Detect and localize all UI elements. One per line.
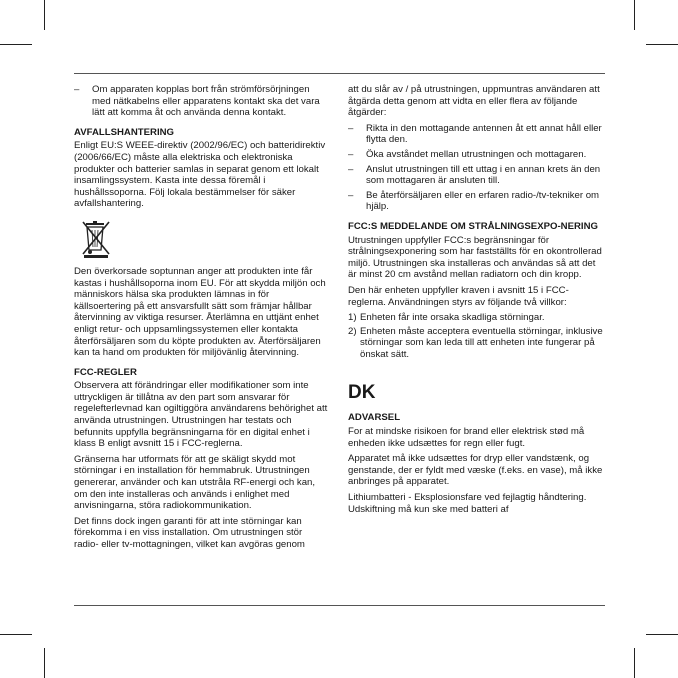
condition-item (348, 312, 605, 324)
condition-number: 1) (348, 312, 357, 324)
measure-item (348, 164, 605, 187)
condition-item (348, 326, 605, 361)
dash-bullet: – (348, 148, 354, 160)
dash-bullet: – (348, 163, 354, 175)
avfall-text: Enligt EU:S WEEE-direktiv (2002/96/EC) och batteridirektiv (2006/66/EC) måste alla elektriska och elektroniska produkter och batterier samlas in separat genom ett lokalt insamlingssystem. Kasta inte dessa föremål i hushållssoporna. Följ lokala bestämmelser för säker avfallshantering. (74, 140, 326, 210)
right-column (348, 84, 605, 519)
avfall-heading: AVFALLSHANTERING (74, 126, 175, 138)
left-column (74, 84, 328, 555)
crop-mark (44, 0, 45, 30)
language-heading: DK (348, 382, 376, 404)
warning-heading: ADVARSEL (348, 412, 401, 424)
measure-item (348, 190, 605, 213)
crop-mark (0, 44, 32, 45)
dk-paragraph-1: For at mindske risikoen for brand eller elektrisk stød må enheden ikke udsættes for regn eller fugt. (348, 426, 585, 449)
radiation-paragraph-2: Den här enheten uppfyller kraven i avsnitt 15 i FCC-reglerna. Användningen styrs av följande två villkor: (348, 284, 569, 308)
crop-mark (634, 648, 635, 678)
crop-mark (0, 634, 32, 635)
fcc-paragraph-1: Observera att förändringar eller modifikationer som inte uttryckligen är tillåtna av den part som ansvarar för regelefterlevnad kan ogiltiggöra användarens behörighet att använda utrustningen. Utrustningen har testats och befunnits uppfylla begränsningarna för en digital enhet i klass B enligt avsnitt 15 i FCC-reglerna. (74, 380, 328, 450)
crop-mark (646, 634, 678, 635)
measure-text: Be återförsäljaren eller en erfaren radio-/tv-tekniker om hjälp. (366, 189, 600, 213)
top-rule (74, 73, 605, 74)
measure-item (348, 149, 605, 161)
crop-mark (44, 648, 45, 678)
dk-paragraph-3: Lithiumbatteri - Eksplosionsfare ved fejlagtig håndtering. Udskiftning må kun ske med batteri af (348, 492, 587, 515)
radiation-heading: FCC:S MEDDELANDE OM STRÅLNINGSEXPO-NERING (348, 220, 598, 232)
measure-text: Öka avståndet mellan utrustningen och mottagaren. (366, 148, 587, 160)
dash-bullet: – (74, 84, 80, 95)
dk-paragraph-2: Apparatet må ikke udsættes for dryp eller vandstænk, og genstande, der er fyldt med væske (f.eks. en vase), må ikke anbringes på apparatet. (348, 453, 603, 488)
intro-item-text: Om apparaten kopplas bort från strömförsörjningen med nätkabelns eller apparatens kontakt ska det vara lätt att komma åt och använda denna kontakt. (92, 84, 320, 119)
fcc-heading: FCC-REGLER (74, 366, 137, 378)
condition-number: 2) (348, 325, 357, 337)
measure-item (348, 123, 605, 146)
fcc-paragraph-2: Gränserna har utformats för att ge skäligt skydd mot störningar i en installation för hemmabruk. Utrustningen genererar, använder och kan utstråla RF-energi och kan, om den inte installeras och används i enlighet med anvisningarna, störa radiokommunikation. (74, 453, 316, 512)
dash-bullet: – (348, 122, 354, 134)
crop-mark (646, 44, 678, 45)
condition-text: Enheten får inte orsaka skadliga störningar. (360, 312, 545, 324)
intro-item (74, 84, 328, 119)
measure-text: Rikta in den mottagande antennen åt ett annat håll eller flytta den. (366, 122, 602, 146)
symbol-text: Den överkorsade soptunnan anger att produkten inte får kastas i hushållsoporna inom EU. För att skydda miljön och människors hälsa ska produkten lämnas in för källsoertering på ett ansvarsfullt sätt som främjar hållbar återvinning av viktiga resurser. Återlämna en uttjänt enhet enligt retur- och uppsamlingssystemen eller kontakta återförsäljaren som du köpte produkten av. Återförsäljaren kan ta hand om produkten för miljövänlig återvinning. (74, 265, 326, 359)
bottom-rule (74, 605, 605, 606)
continuation-text: att du slår av / på utrustningen, uppmuntras användaren att åtgärda detta genom att vidta en eller flera av följande åtgärder: (348, 84, 600, 119)
fcc-paragraph-3: Det finns dock ingen garanti för att inte störningar kan förekomma i en viss installation. Om utrustningen stör radio- eller tv-mottagningen, vilket kan avgöras genom (74, 515, 305, 550)
measure-text: Anslut utrustningen till ett uttag i en annan krets än den som mottagaren är ansluten till. (366, 163, 601, 187)
crop-mark (634, 0, 635, 30)
radiation-paragraph-1: Utrustningen uppfyller FCC:s begränsningar för strålningsexponering som har fastställts för en okontrollerad miljö. Utrustningen ska installeras och användas så att det är minst 20 cm avstånd mellan radiatorn och din kropp. (348, 234, 602, 281)
crossed-out-wheelie-bin-icon (82, 220, 112, 258)
dash-bullet: – (348, 189, 354, 201)
condition-text: Enheten måste acceptera eventuella störningar, inklusive störningar som kan leda till att enheten inte fungerar på önskat sätt. (360, 325, 603, 360)
